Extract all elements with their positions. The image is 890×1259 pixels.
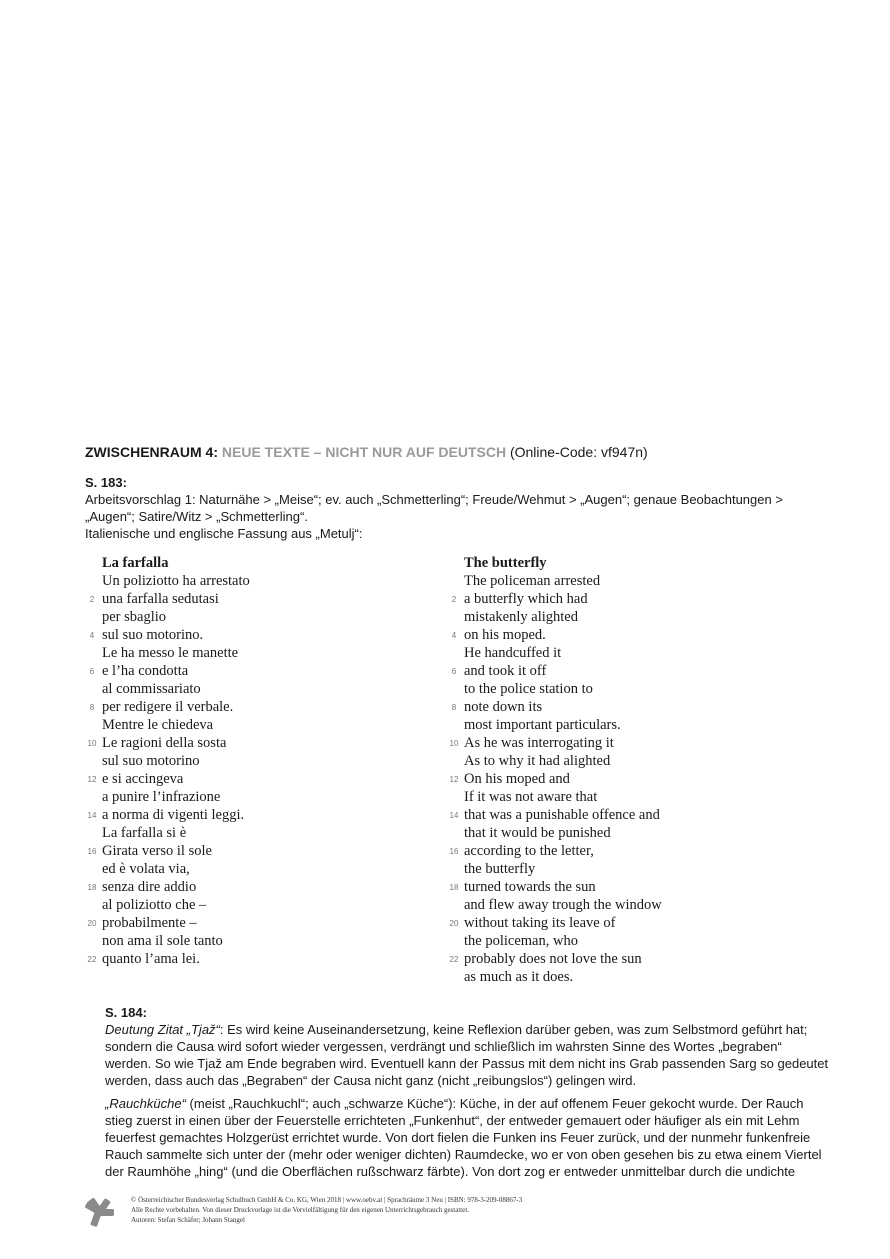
poem-english-line — [451, 662, 662, 680]
line-number: 8 — [89, 703, 95, 712]
poem-english-line-text: to the police station to — [464, 681, 593, 697]
poem-italian-line-text: Mentre le chiedeva — [102, 717, 214, 733]
poem-italian-line — [102, 644, 250, 662]
heading-online-code: (Online-Code: vf947n) — [509, 444, 648, 460]
publisher-logo-icon — [82, 1195, 116, 1229]
poem-italian-line-text: e si accingeva — [102, 771, 184, 787]
line-number: 6 — [89, 667, 95, 676]
poem-italian-line-text: Un poliziotto ha arrestato — [102, 573, 250, 589]
poem-english-line — [464, 824, 662, 842]
s184-paragraph-2 — [105, 1095, 830, 1180]
line-number: 4 — [451, 631, 457, 640]
poem-italian-line-text: sul suo motorino. — [102, 627, 204, 643]
poem-english-line — [464, 572, 662, 590]
poem-english-line — [449, 734, 662, 752]
poem-italian-line-text: sul suo motorino — [102, 753, 200, 769]
line-number: 18 — [87, 883, 97, 892]
section-s183 — [85, 474, 815, 542]
poem-italian-line-text: senza dire addio — [102, 879, 197, 895]
heading-topic: NEUE TEXTE – NICHT NUR AUF DEUTSCH — [221, 444, 507, 460]
poem-english-line — [464, 608, 662, 626]
poem-english-line — [451, 626, 662, 644]
line-number: 2 — [451, 595, 457, 604]
poem-italian-line-text: La farfalla si è — [102, 825, 187, 841]
poem-italian-line-text: per sbaglio — [102, 609, 167, 625]
poem-italian-line-text: ed è volata via, — [102, 861, 190, 877]
poem-english-line-text: The policeman arrested — [464, 573, 601, 589]
poem-english-line-text: the butterfly — [464, 861, 536, 877]
poem-italian-line-text: e l’ha condotta — [102, 663, 189, 679]
poem-italian-line-text: a punire l’infrazione — [102, 789, 221, 805]
poem-english-line — [449, 842, 662, 860]
line-number: 10 — [449, 739, 459, 748]
poem-english-line-text: as much as it does. — [464, 969, 574, 985]
poem-italian-line — [87, 734, 250, 752]
line-number: 12 — [87, 775, 97, 784]
poem-italian-title: La farfalla — [102, 555, 169, 571]
line-number: 14 — [449, 811, 459, 820]
poem-english-line-text: on his moped. — [464, 627, 546, 643]
s184-label: S. 184: — [105, 1005, 147, 1020]
poem-italian-line — [102, 680, 250, 698]
poem-english-line — [449, 950, 662, 968]
poem-italian-line-text: quanto l’ama lei. — [102, 951, 200, 967]
s183-line-3: Italienische und englische Fassung aus „Metulj“: — [85, 526, 363, 541]
p1-text: : Es wird keine Auseinandersetzung, keine Reflexion darüber geben, was zum Selbstmord geführt hat; sondern die Causa wird sofort wieder vergessen, verdrängt und schließlich im wahrsten Sinne des Wortes „begraben“ werden. So wie Tjaž am Ende begraben wird. Eventuell kann der Passus mit dem nicht ins Grab passenden Sarg so gedeutet werden, dass auch das „Begraben“ der Causa nicht ganz (nicht „reibungslos“) gelingen wird. — [105, 1022, 829, 1088]
poem-english-line-text: If it was not aware that — [464, 789, 598, 805]
poem-italian-line-text: al poliziotto che – — [102, 897, 207, 913]
poem-italian-line — [102, 860, 250, 878]
s184-paragraph-1 — [105, 1021, 830, 1089]
poem-english-line-text: He handcuffed it — [464, 645, 562, 661]
poem-english-line-text: note down its — [464, 699, 543, 715]
poem-english-line — [464, 896, 662, 914]
s183-label: S. 183: — [85, 475, 127, 490]
poem-english-line — [464, 716, 662, 734]
poem-english-line — [464, 644, 662, 662]
poem-italian-line — [89, 626, 250, 644]
poem-english-line — [449, 770, 662, 788]
poem-italian-line — [102, 608, 250, 626]
poem-english-line-text: As he was interrogating it — [464, 735, 614, 751]
p1-term: Deutung Zitat „Tjaž“ — [105, 1022, 220, 1037]
heading-chapter: ZWISCHENRAUM 4: — [85, 444, 218, 460]
poem-italian-line-text: a norma di vigenti leggi. — [102, 807, 245, 823]
poem-english-line — [451, 590, 662, 608]
line-number: 18 — [449, 883, 459, 892]
s183-line-2: „Augen“; Satire/Witz > „Schmetterling“. — [85, 509, 308, 524]
poem-english-line — [464, 932, 662, 950]
line-number: 22 — [87, 955, 97, 964]
poem-english-line — [464, 680, 662, 698]
poem-italian-line — [87, 770, 250, 788]
poem-italian-line — [87, 878, 250, 896]
poem-italian-line-text: probabilmente – — [102, 915, 197, 931]
poem-italian-line — [87, 806, 250, 824]
poem-italian-line — [89, 662, 250, 680]
poem-english-title: The butterfly — [464, 555, 547, 571]
line-number: 22 — [449, 955, 459, 964]
poem-italian — [87, 554, 250, 968]
p2-text: (meist „Rauchkuchl“; auch „schwarze Küche“): Küche, in der auf offenem Feuer gekocht wurde. Der Rauch stieg zuerst in einen über der Feuerstelle errichteten „Funkenhut“, der entweder gemauert oder häufiger als ein mit Lehm feuerfest gemachtes Holzgerüst errichtet wurde. Von dort fielen die Funken ins Feuer zurück, und der nunmehr funkenfreie Rauch sammelte sich unter der (mehr oder weniger dichten) Raumdecke, wo er von oben gesehen bis zu etwa einem Viertel der Raumhöhe „hing“ (und die Oberflächen rußschwarz färbte). Von dort zog er entweder unmittelbar durch die undichte — [105, 1096, 822, 1179]
line-number: 20 — [87, 919, 97, 928]
poem-english-line-text: according to the letter, — [464, 843, 594, 859]
poem-english-line-text: As to why it had alighted — [464, 753, 611, 769]
line-number: 4 — [89, 631, 95, 640]
poem-italian-line-text: al commissariato — [102, 681, 201, 697]
section-heading — [85, 444, 648, 460]
poem-english — [449, 554, 662, 986]
line-number: 10 — [87, 739, 97, 748]
poem-italian-line — [102, 716, 250, 734]
poem-english-line-text: that it would be punished — [464, 825, 611, 841]
poem-italian-line-text: per redigere il verbale. — [102, 699, 234, 715]
poem-italian-line — [102, 788, 250, 806]
poem-italian-line — [89, 698, 250, 716]
line-number: 16 — [87, 847, 97, 856]
footer-rights: Alle Rechte vorbehalten. Von dieser Druckvorlage ist die Vervielfältigung für den eigenen Unterrichtsgebrauch gestattet. — [131, 1206, 470, 1214]
footer-text — [131, 1195, 651, 1225]
line-number: 6 — [451, 667, 457, 676]
poem-english-line-text: probably does not love the sun — [464, 951, 642, 967]
p2-term: „Rauchküche“ — [105, 1096, 186, 1111]
poem-english-line-text: the policeman, who — [464, 933, 578, 949]
poem-english-line — [464, 788, 662, 806]
line-number: 8 — [451, 703, 457, 712]
poem-english-line — [449, 878, 662, 896]
poem-italian-line-text: Le ragioni della sosta — [102, 735, 227, 751]
poem-italian-line-text: una farfalla sedutasi — [102, 591, 219, 607]
line-number: 2 — [89, 595, 95, 604]
poem-english-line-text: without taking its leave of — [464, 915, 616, 931]
poem-italian-line — [102, 824, 250, 842]
poem-italian-line — [102, 932, 250, 950]
poem-italian-line — [102, 896, 250, 914]
poem-english-line — [464, 968, 662, 986]
footer-authors: Autoren: Stefan Schäfer; Johann Stangel — [131, 1216, 245, 1224]
poem-italian-line — [89, 590, 250, 608]
line-number: 20 — [449, 919, 459, 928]
poem-english-line-text: turned towards the sun — [464, 879, 596, 895]
footer-copyright: © Österreichischer Bundesverlag Schulbuch GmbH & Co. KG, Wien 2018 | www.oebv.at | Sprachräume 3 Neu | ISBN: 978-3-209-08867-3 — [131, 1196, 523, 1204]
poem-english-line-text: that was a punishable offence and — [464, 807, 660, 823]
poem-italian-line — [87, 914, 250, 932]
poem-italian-line — [102, 572, 250, 590]
section-s184 — [105, 1004, 830, 1186]
poem-english-line — [464, 860, 662, 878]
poem-english-line — [451, 698, 662, 716]
poem-italian-line-text: Girata verso il sole — [102, 843, 212, 859]
poem-english-line-text: a butterfly which had — [464, 591, 588, 607]
poem-english-line-text: and took it off — [464, 663, 547, 679]
poem-italian-line — [102, 752, 250, 770]
poem-english-line — [449, 806, 662, 824]
s183-line-1: Arbeitsvorschlag 1: Naturnähe > „Meise“; ev. auch „Schmetterling“; Freude/Wehmut > „Augen“; genaue Beobachtungen > — [85, 492, 783, 507]
poem-english-line-text: and flew away trough the window — [464, 897, 662, 913]
poem-italian-line — [87, 842, 250, 860]
poem-english-line-text: On his moped and — [464, 771, 570, 787]
poem-italian-line — [87, 950, 250, 968]
poem-english-line — [449, 914, 662, 932]
poem-italian-line-text: non ama il sole tanto — [102, 933, 223, 949]
poem-english-line — [464, 752, 662, 770]
line-number: 12 — [449, 775, 459, 784]
poem-english-line-text: mistakenly alighted — [464, 609, 578, 625]
line-number: 14 — [87, 811, 97, 820]
line-number: 16 — [449, 847, 459, 856]
poem-english-line-text: most important particulars. — [464, 717, 621, 733]
poem-italian-line-text: Le ha messo le manette — [102, 645, 239, 661]
